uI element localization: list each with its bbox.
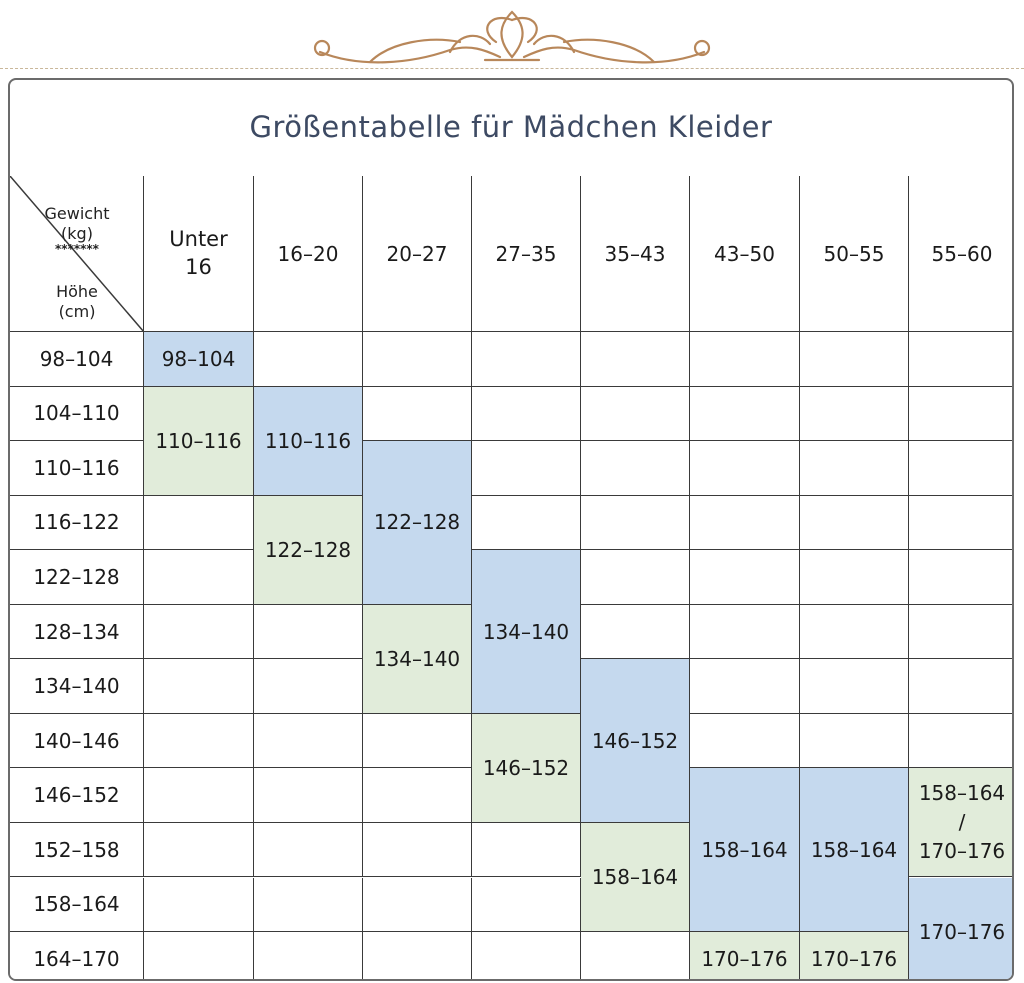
empty-cell (472, 823, 581, 878)
empty-cell (472, 441, 581, 496)
empty-cell (909, 550, 1014, 605)
empty-cell (363, 714, 472, 769)
empty-cell (144, 496, 254, 551)
empty-cell (472, 332, 581, 387)
weight-column-header: 55–60 (909, 176, 1014, 332)
corner-divider: ******* (55, 242, 99, 256)
height-row-label: 98–104 (10, 332, 144, 387)
corner-header-cell (10, 176, 144, 332)
empty-cell (144, 878, 254, 933)
size-table (10, 80, 1014, 981)
page-title: Größentabelle für Mädchen Kleider (249, 110, 773, 144)
empty-cell (581, 441, 690, 496)
size-cell: 146–152 (472, 714, 581, 823)
height-row-label: 116–122 (10, 496, 144, 551)
empty-cell (254, 605, 363, 660)
empty-cell (581, 332, 690, 387)
weight-column-header: 43–50 (690, 176, 800, 332)
empty-cell (254, 714, 363, 769)
empty-cell (363, 932, 472, 981)
empty-cell (909, 441, 1014, 496)
empty-cell (144, 823, 254, 878)
empty-cell (690, 332, 800, 387)
size-chart-frame (8, 78, 1014, 981)
empty-cell (472, 932, 581, 981)
empty-cell (800, 605, 909, 660)
empty-cell (254, 659, 363, 714)
corner-weight-unit: (kg) (61, 224, 93, 243)
empty-cell (363, 332, 472, 387)
empty-cell (800, 441, 909, 496)
empty-cell (144, 659, 254, 714)
empty-cell (254, 768, 363, 823)
empty-cell (254, 332, 363, 387)
empty-cell (254, 823, 363, 878)
empty-cell (690, 714, 800, 769)
empty-cell (254, 878, 363, 933)
corner-weight (16, 204, 138, 255)
empty-cell (363, 768, 472, 823)
height-row-label: 158–164 (10, 878, 144, 933)
height-row-label: 110–116 (10, 441, 144, 496)
height-row-label: 164–170 (10, 932, 144, 981)
corner-height-label: Höhe (56, 282, 98, 301)
height-row-label: 128–134 (10, 605, 144, 660)
empty-cell (800, 387, 909, 442)
empty-cell (254, 932, 363, 981)
empty-cell (472, 878, 581, 933)
weight-column-header: 27–35 (472, 176, 581, 332)
size-cell: 146–152 (581, 659, 690, 823)
size-cell: 110–116 (144, 387, 254, 496)
empty-cell (144, 768, 254, 823)
corner-weight-label: Gewicht (44, 204, 110, 223)
height-row-label: 152–158 (10, 823, 144, 878)
empty-cell (909, 496, 1014, 551)
weight-column-header: 50–55 (800, 176, 909, 332)
height-row-label: 134–140 (10, 659, 144, 714)
empty-cell (800, 550, 909, 605)
empty-cell (144, 550, 254, 605)
empty-cell (800, 496, 909, 551)
corner-height-unit: (cm) (58, 302, 96, 321)
empty-cell (909, 605, 1014, 660)
empty-cell (800, 714, 909, 769)
weight-column-header: 20–27 (363, 176, 472, 332)
decorative-ornament (300, 2, 724, 72)
height-row-label: 146–152 (10, 768, 144, 823)
empty-cell (690, 550, 800, 605)
size-cell: 170–176 (909, 878, 1014, 982)
empty-cell (800, 332, 909, 387)
size-cell: 158–164 / 170–176 (909, 768, 1014, 877)
size-cell: 158–164 (690, 768, 800, 932)
empty-cell (909, 659, 1014, 714)
weight-column-header: 16–20 (254, 176, 363, 332)
weight-column-header: 35–43 (581, 176, 690, 332)
empty-cell (909, 387, 1014, 442)
size-cell: 170–176 (800, 932, 909, 981)
empty-cell (144, 605, 254, 660)
empty-cell (144, 932, 254, 981)
size-cell: 134–140 (472, 550, 581, 714)
empty-cell (909, 332, 1014, 387)
size-cell: 98–104 (144, 332, 254, 387)
dashed-divider (0, 68, 1024, 69)
height-row-label: 104–110 (10, 387, 144, 442)
size-cell: 134–140 (363, 605, 472, 714)
empty-cell (690, 496, 800, 551)
weight-column-header: Unter 16 (144, 176, 254, 332)
empty-cell (581, 932, 690, 981)
empty-cell (581, 387, 690, 442)
size-cell: 158–164 (800, 768, 909, 932)
size-cell: 158–164 (581, 823, 690, 932)
height-row-label: 122–128 (10, 550, 144, 605)
height-row-label: 140–146 (10, 714, 144, 769)
empty-cell (363, 387, 472, 442)
size-cell: 110–116 (254, 387, 363, 496)
empty-cell (144, 714, 254, 769)
empty-cell (690, 387, 800, 442)
empty-cell (690, 605, 800, 660)
empty-cell (581, 496, 690, 551)
empty-cell (363, 878, 472, 933)
corner-height (16, 282, 138, 322)
size-cell: 170–176 (690, 932, 800, 981)
empty-cell (581, 550, 690, 605)
size-cell: 122–128 (363, 441, 472, 605)
empty-cell (800, 659, 909, 714)
empty-cell (690, 441, 800, 496)
empty-cell (472, 496, 581, 551)
empty-cell (581, 605, 690, 660)
empty-cell (690, 659, 800, 714)
empty-cell (363, 823, 472, 878)
empty-cell (472, 387, 581, 442)
size-cell: 122–128 (254, 496, 363, 605)
empty-cell (909, 714, 1014, 769)
